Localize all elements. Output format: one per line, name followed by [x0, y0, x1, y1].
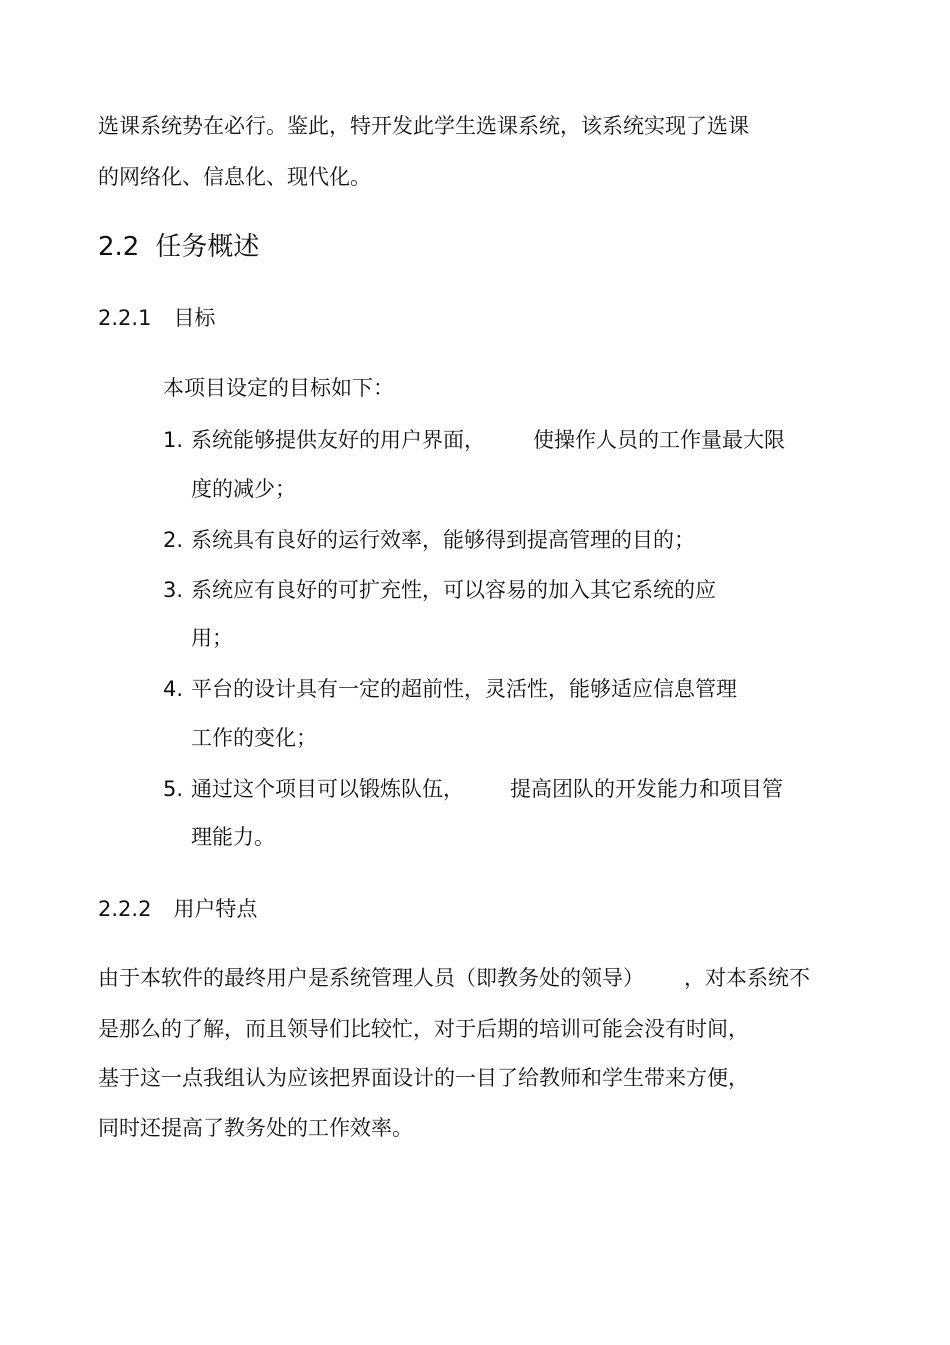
list-number: 3.	[163, 578, 184, 602]
list-number: 2.	[163, 528, 184, 552]
section-title: 用户特点	[173, 897, 258, 921]
list-item-continuation: 用；	[191, 626, 233, 650]
section-number: 2.2.1	[98, 306, 152, 330]
users-line-1: 由于本软件的最终用户是系统管理人员（即教务处的领导） ，对本系统不	[98, 966, 810, 990]
users-line-3: 基于这一点我组认为应该把界面设计的一目了给教师和学生带来方便，	[98, 1066, 749, 1090]
list-item: 2. 系统具有良好的运行效率，能够得到提高管理的目的；	[163, 528, 695, 552]
list-number: 1.	[163, 428, 184, 452]
goals-lead: 本项目设定的目标如下：	[163, 376, 394, 400]
list-item-continuation: 工作的变化；	[191, 726, 317, 750]
section-title: 目标	[173, 306, 216, 330]
list-item-continuation: 度的减少；	[191, 477, 296, 501]
section-title: 任务概述	[155, 232, 260, 262]
list-item-continuation: 理能力。	[191, 825, 275, 849]
list-item: 4. 平台的设计具有一定的超前性，灵活性，能够适应信息管理	[163, 677, 737, 701]
users-line-4: 同时还提高了教务处的工作效率。	[98, 1116, 413, 1140]
list-item: 5. 通过这个项目可以锻炼队伍， 提高团队的开发能力和项目管	[163, 777, 783, 801]
section-heading-2-2	[98, 230, 259, 264]
section-heading-2-2-1	[98, 304, 215, 332]
list-item: 1. 系统能够提供友好的用户界面， 使操作人员的工作量最大限	[163, 428, 785, 452]
section-number: 2.2.2	[98, 897, 152, 921]
users-line-2: 是那么的了解，而且领导们比较忙，对于后期的培训可能会没有时间，	[98, 1017, 749, 1041]
intro-line-1: 选课系统势在必行。鉴此，特开发此学生选课系统，该系统实现了选课	[98, 114, 749, 138]
intro-line-2: 的网络化、信息化、现代化。	[98, 165, 371, 189]
list-number: 5.	[163, 777, 184, 801]
section-heading-2-2-2	[98, 895, 257, 923]
section-number: 2.2	[98, 232, 140, 262]
list-item: 3. 系统应有良好的可扩充性，可以容易的加入其它系统的应	[163, 578, 716, 602]
list-number: 4.	[163, 677, 184, 701]
